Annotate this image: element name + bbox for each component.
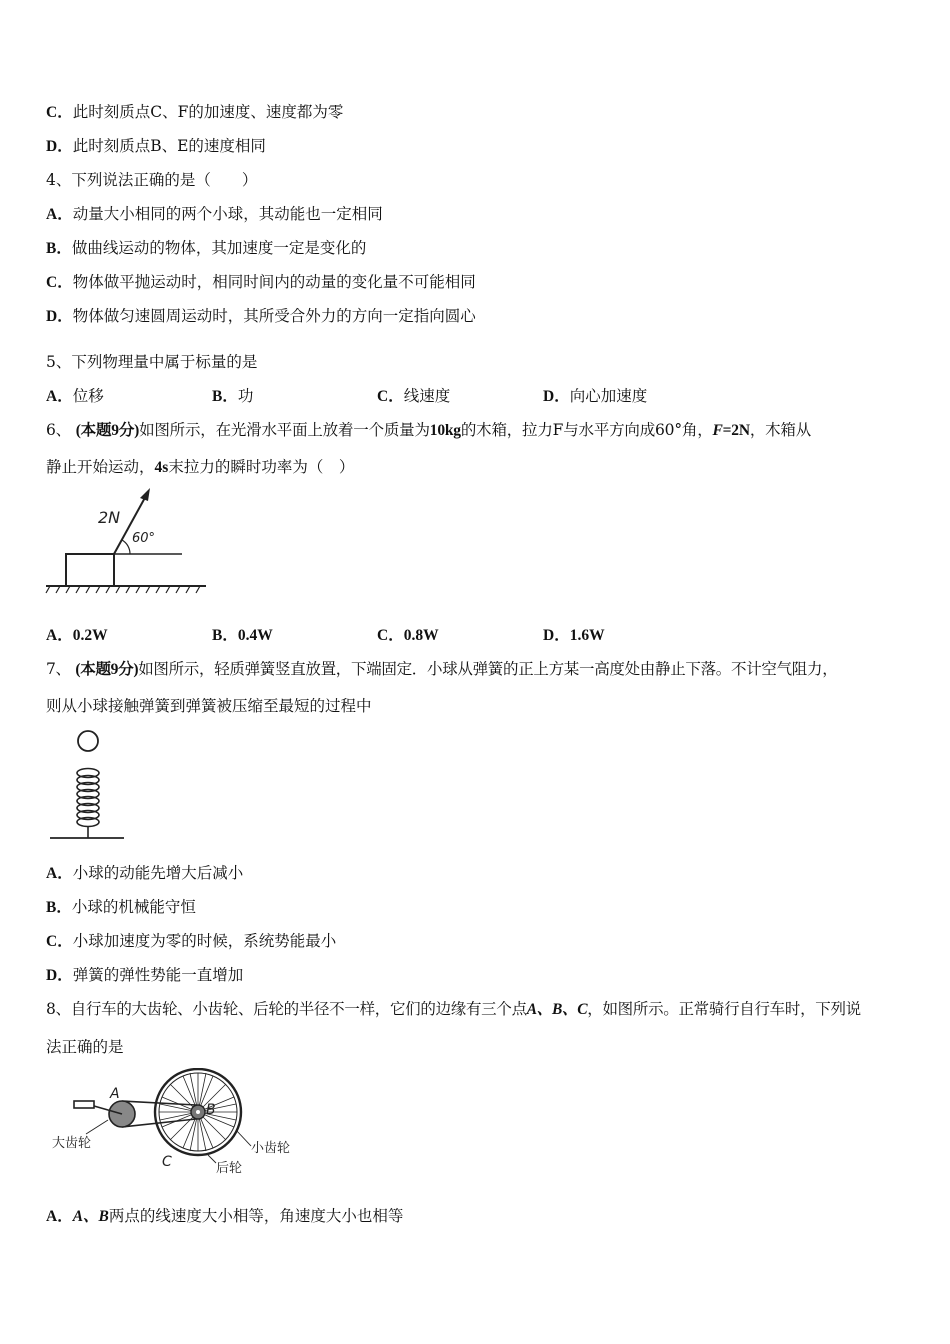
q8-option-a: [46, 1205, 403, 1228]
option-label: C．: [46, 933, 73, 950]
force-label: 2N: [98, 508, 121, 527]
option-label: C．: [377, 627, 404, 644]
q8-figure-bicycle-gears: [48, 1068, 298, 1180]
option-label: A．: [46, 865, 73, 882]
option-label: D．: [46, 138, 73, 155]
point-b-label: B: [206, 1102, 216, 1118]
q4-option-d: [46, 305, 476, 328]
q6-option-d: [543, 624, 605, 647]
point-a-label: A: [110, 1086, 120, 1102]
option-text: 动量大小相同的两个小球，其动能也一定相同: [72, 205, 383, 223]
question-number: 7、: [46, 660, 71, 678]
small-gear-label: 小齿轮: [251, 1141, 291, 1156]
option-label: D．: [543, 627, 570, 644]
option-label: D．: [46, 967, 73, 984]
q6-option-c: [377, 624, 439, 647]
option-label: B．: [212, 388, 238, 405]
option-text: 0.2W: [72, 627, 108, 644]
q6-stem-line2: [46, 456, 354, 479]
q7-option-c: [46, 930, 336, 953]
option-text: 0.8W: [403, 627, 439, 644]
question-number: 6、: [46, 421, 71, 439]
q3-option-c: [46, 101, 343, 124]
wooden-box: [66, 554, 114, 586]
option-label: A．: [46, 206, 73, 223]
option-label: C．: [377, 388, 404, 405]
q5-option-c: [377, 385, 450, 408]
q4-option-c: [46, 271, 476, 294]
question-tag: (本题9分): [75, 422, 140, 439]
points-label: A、B、C: [526, 1001, 588, 1018]
option-text: 物体做匀速圆周运动时，其所受合外力的方向一定指向圆心: [72, 307, 476, 325]
spring-coils: [77, 769, 99, 839]
question-tag: (本题9分): [75, 661, 139, 678]
q7-option-a: [46, 862, 243, 885]
option-label: A．: [46, 1208, 73, 1225]
q4-option-a: [46, 203, 383, 226]
q6-figure-box-on-floor: [44, 484, 214, 599]
time-value: 4s: [154, 459, 169, 476]
q7-stem-line2: 则从小球接触弹簧到弹簧被压缩至最短的过程中: [46, 697, 372, 715]
option-label: C．: [46, 274, 73, 291]
option-text: 物体做平抛运动时，相同时间内的动量的变化量不可能相同: [72, 273, 476, 291]
force-value: =2N: [722, 422, 750, 439]
angle-arc: [122, 540, 130, 554]
option-label: A．: [46, 627, 73, 644]
mass-value: 10kg: [429, 422, 461, 439]
option-text: 小球的动能先增大后减小: [72, 864, 244, 882]
stem-text: ，木箱从: [749, 421, 812, 439]
q5-option-b: [212, 385, 253, 408]
option-text: 此时刻质点C、F的加速度、速度都为零: [72, 103, 344, 121]
angle-label: 60°: [132, 531, 156, 546]
q5-stem: 5、下列物理量中属于标量的是: [46, 353, 258, 371]
option-text: 做曲线运动的物体，其加速度一定是变化的: [71, 239, 367, 257]
stem-text: 如图所示，在光滑水平面上放着一个质量为: [139, 421, 430, 439]
option-label: D．: [543, 388, 570, 405]
option-text: 向心加速度: [569, 387, 648, 405]
stem-text: 8、自行车的大齿轮、小齿轮、后轮的半径不一样，它们的边缘有三个点: [46, 1000, 527, 1018]
ball: [78, 731, 98, 751]
option-label: B．: [46, 899, 72, 916]
force-symbol: F: [712, 422, 723, 439]
q8-stem-line2: 法正确的是: [46, 1038, 124, 1056]
option-text: 位移: [72, 387, 104, 405]
q5-option-d: [543, 385, 647, 408]
point-c-label: C: [162, 1154, 172, 1170]
stem-text: 的木箱，拉力F与水平方向成60°角，: [460, 421, 713, 439]
rear-wheel-label: 后轮: [216, 1161, 243, 1176]
option-text: 小球加速度为零的时候，系统势能最小: [72, 932, 337, 950]
q6-option-a: [46, 624, 108, 647]
option-text: 功: [237, 387, 254, 405]
axle: [196, 1110, 200, 1114]
big-gear-label: 大齿轮: [52, 1136, 92, 1151]
option-label: B．: [212, 627, 238, 644]
q4-option-b: [46, 237, 366, 260]
stem-text: ，如图所示。正常骑行自行车时，下列说: [587, 1000, 861, 1018]
q8-stem-line1: [46, 998, 861, 1021]
option-text: 线速度: [403, 387, 451, 405]
option-label: B．: [46, 240, 72, 257]
floor-hatching: [46, 586, 200, 593]
points-label: A、B: [72, 1208, 109, 1225]
option-label: A．: [46, 388, 73, 405]
option-text: 小球的机械能守恒: [71, 898, 196, 916]
q3-option-d: [46, 135, 266, 158]
stem-text: 如图所示，轻质弹簧竖直放置，下端固定．小球从弹簧的正上方某一高度处由静止下落。不计空气阻力，: [138, 660, 838, 678]
q6-option-b: [212, 624, 273, 647]
q7-option-d: [46, 964, 243, 987]
option-label: C．: [46, 104, 73, 121]
option-label: D．: [46, 308, 73, 325]
q5-option-a: [46, 385, 104, 408]
q7-stem-line1: [46, 658, 837, 681]
q7-figure-ball-spring: [44, 728, 134, 846]
option-text: 两点的线速度大小相等，角速度大小也相等: [108, 1207, 404, 1225]
q6-stem-line1: [46, 419, 811, 442]
force-arrow-head: [140, 488, 150, 501]
option-text: 弹簧的弹性势能一直增加: [72, 966, 244, 984]
q7-option-b: [46, 896, 196, 919]
option-text: 1.6W: [569, 627, 605, 644]
q4-stem: 4、下列说法正确的是（ ）: [46, 171, 258, 189]
stem-text: 静止开始运动，: [46, 458, 155, 476]
option-text: 此时刻质点B、E的速度相同: [72, 137, 266, 155]
stem-text: 末拉力的瞬时功率为（ ）: [168, 458, 355, 476]
option-text: 0.4W: [237, 627, 273, 644]
